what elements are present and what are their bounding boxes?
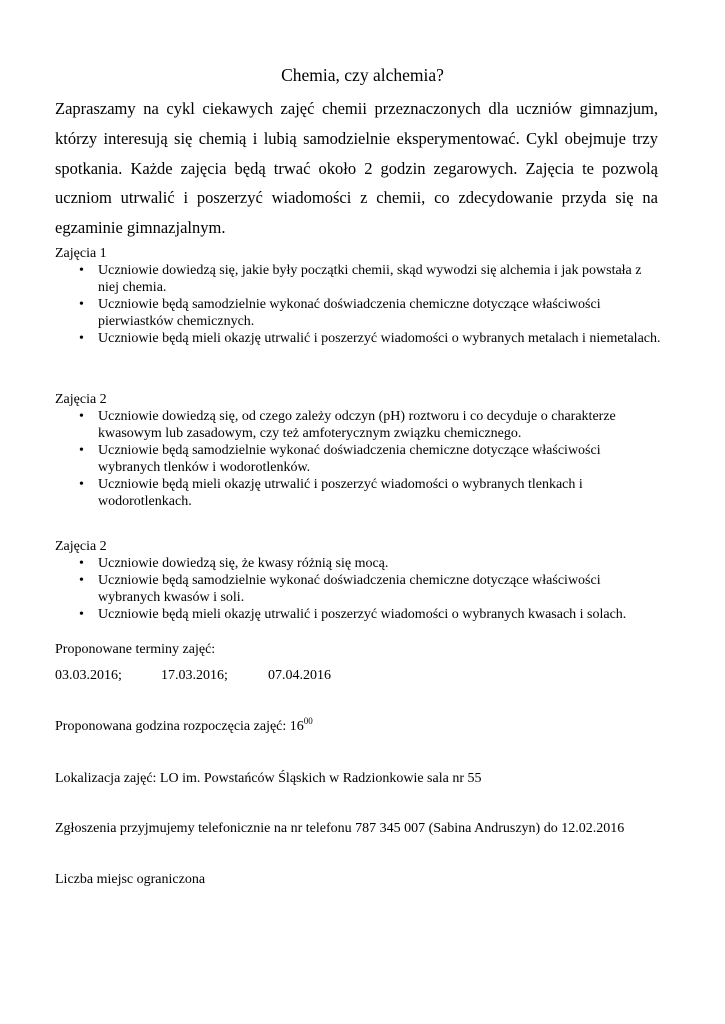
list-item xyxy=(55,606,665,623)
bullet-icon: • xyxy=(79,297,84,312)
date-3: 07.04.2016 xyxy=(268,668,331,683)
list-item-text: Uczniowie będą samodzielnie wykonać doświadczenia chemiczne dotyczące właściwości wybranych kwasów i soli. xyxy=(98,573,601,605)
list-item-text: Uczniowie będą mieli okazję utrwalić i poszerzyć wiadomości o wybranych metalach i niemetalach. xyxy=(98,331,661,346)
list-item xyxy=(55,408,665,442)
list-item-text: Uczniowie dowiedzą się, jakie były początki chemii, skąd wywodzi się alchemia i jak powstała z niej chemia. xyxy=(98,263,642,295)
start-time-label: Proponowana godzina rozpoczęcia zajęć: 16 xyxy=(55,719,304,734)
date-1: 03.03.2016; xyxy=(55,668,122,683)
session-1-list xyxy=(55,262,665,347)
list-item xyxy=(55,476,665,510)
list-item-text: Uczniowie będą mieli okazję utrwalić i poszerzyć wiadomości o wybranych tlenkach i wodorotlenkach. xyxy=(98,477,583,509)
intro-paragraph: Zapraszamy na cykl ciekawych zajęć chemii przeznaczonych dla uczniów gimnazjum, którzy interesują się chemią i lubią samodzielnie eksperymentować. Cykl obejmuje trzy spotkania. Każde zajęcia będą trwać około 2 godzin zegarowych. Zajęcia te pozwolą uczniom utrwalić i poszerzyć wiadomości z chemii, co zdecydowanie przyda się na egzaminie gimnazjalnym. xyxy=(55,99,658,238)
registration-info: Zgłoszenia przyjmujemy telefonicznie na nr telefonu 787 345 007 (Sabina Andruszyn) do 12.02.2016 xyxy=(55,821,625,836)
bullet-icon: • xyxy=(79,573,84,588)
list-item-text: Uczniowie będą samodzielnie wykonać doświadczenia chemiczne dotyczące właściwości wybranych tlenków i wodorotlenków. xyxy=(98,443,601,475)
date-2: 17.03.2016; xyxy=(161,668,228,683)
start-time-minutes: 00 xyxy=(303,716,313,726)
session-2-list xyxy=(55,408,665,510)
bullet-icon: • xyxy=(79,556,84,571)
bullet-icon: • xyxy=(79,477,84,492)
bullet-icon: • xyxy=(79,409,84,424)
session-2 xyxy=(55,391,665,510)
terms-label: Proponowane terminy zajęć: xyxy=(55,642,216,657)
list-item-text: Uczniowie dowiedzą się, że kwasy różnią się mocą. xyxy=(98,556,389,571)
list-item-text: Uczniowie będą mieli okazję utrwalić i poszerzyć wiadomości o wybranych kwasach i solach. xyxy=(98,607,627,622)
session-2-heading: Zajęcia 2 xyxy=(55,392,107,407)
session-3 xyxy=(55,538,665,623)
bullet-icon: • xyxy=(79,331,84,346)
session-1 xyxy=(55,245,665,347)
list-item xyxy=(55,572,665,606)
bullet-icon: • xyxy=(79,263,84,278)
start-time xyxy=(55,718,313,735)
dates-row xyxy=(55,667,331,684)
bullet-icon: • xyxy=(79,443,84,458)
list-item xyxy=(55,330,665,347)
list-item xyxy=(55,296,665,330)
session-3-list xyxy=(55,555,665,623)
places-limit: Liczba miejsc ograniczona xyxy=(55,872,206,887)
list-item-text: Uczniowie dowiedzą się, od czego zależy odczyn (pH) roztworu i co decyduje o charakterze kwasowym lub zasadowym, czy też amfoterycznym związku chemicznego. xyxy=(98,409,616,441)
list-item xyxy=(55,262,665,296)
bullet-icon: • xyxy=(79,607,84,622)
location: Lokalizacja zajęć: LO im. Powstańców Śląskich w Radzionkowie sala nr 55 xyxy=(55,771,482,786)
session-1-heading: Zajęcia 1 xyxy=(55,246,107,261)
list-item xyxy=(55,555,665,572)
document-title: Chemia, czy alchemia? xyxy=(281,65,444,85)
list-item xyxy=(55,442,665,476)
list-item-text: Uczniowie będą samodzielnie wykonać doświadczenia chemiczne dotyczące właściwości pierwiastków chemicznych. xyxy=(98,297,601,329)
session-3-heading: Zajęcia 2 xyxy=(55,539,107,554)
